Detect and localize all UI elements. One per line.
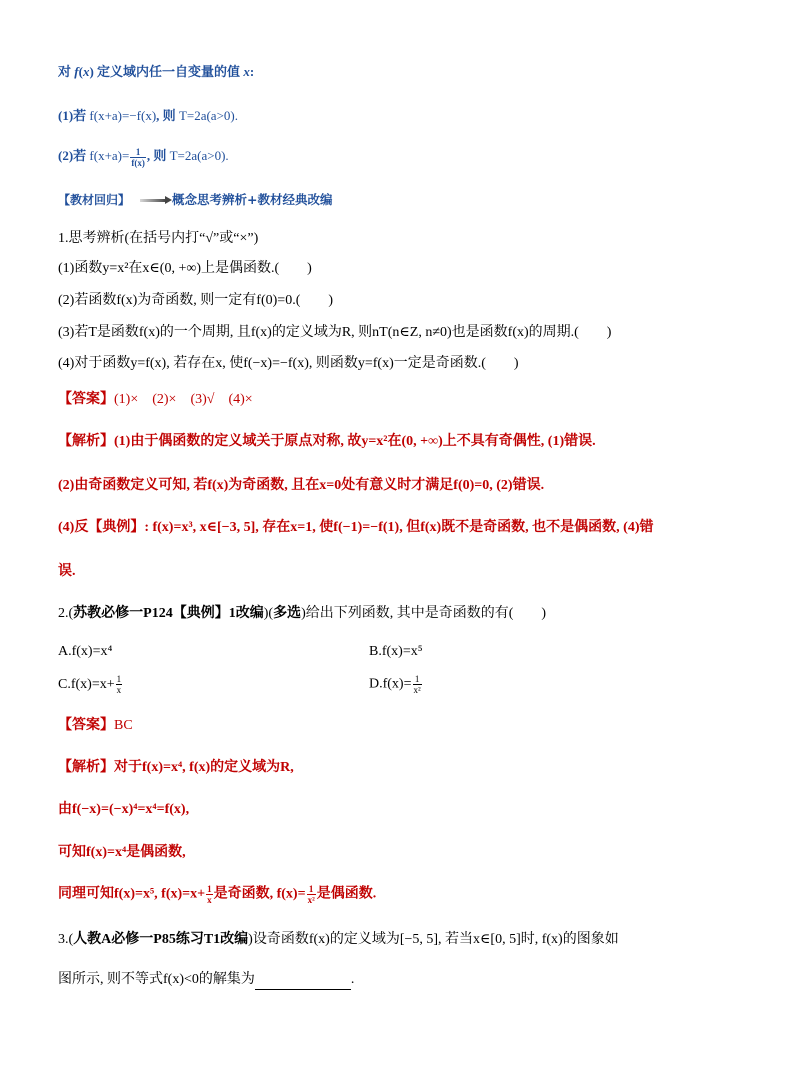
- heading-x: x: [82, 64, 90, 79]
- q1-item-3: (3)若T是函数f(x)的一个周期, 且f(x)的定义域为R, 则nT(n∈Z, n≠0)也是函数f(x)的周期.( ): [58, 325, 612, 340]
- heading-fx: f: [74, 64, 79, 79]
- q3-source: 人教A必修一P85练习T1改编: [73, 932, 249, 947]
- q2-option-b: B.f(x)=x⁵: [369, 644, 423, 659]
- q2-title: [58, 604, 546, 624]
- q2-answer-value: BC: [114, 718, 133, 733]
- q2-title-mid: )(: [263, 606, 274, 621]
- q1-answer-label: 【答案】: [58, 392, 114, 407]
- rule2-pre: (2)若: [58, 148, 87, 163]
- rule2-result: T=2a(a>0).: [169, 148, 229, 163]
- q2-option-c-num: 1: [116, 674, 122, 684]
- q2-option-c-fraction: [116, 674, 123, 695]
- q2-option-c-den: x: [116, 685, 122, 695]
- q1-analysis-2: (2)由奇函数定义可知, 若f(x)为奇函数, 且在x=0处有意义时才满足f(0)=0, (2)错误.: [58, 478, 545, 493]
- q2-title-source: 苏教必修一P124【典例】1改编: [73, 606, 264, 621]
- q2-option-d-pre: D.f(x)=: [369, 676, 412, 692]
- q2-options-row-1: [58, 642, 738, 662]
- q2-answer: [58, 716, 133, 736]
- q1-item-1: (1)函数y=x²在x∈(0, +∞)上是偶函数.( ): [58, 261, 312, 276]
- q1-analysis-3: (4)反【典例】: f(x)=x³, x∈[−3, 5], 存在x=1, 使f(−1)=−f(1), 但f(x)既不是奇函数, 也不是偶函数, (4)错: [58, 520, 654, 535]
- rule1-pre: (1)若: [58, 108, 87, 123]
- q1-analysis-text-1: (1)由于偶函数的定义域关于原点对称, 故y=x²在(0, +∞)上不具有奇偶性, (1)错误.: [114, 434, 596, 449]
- q2-option-c-pre: C.f(x)=x+: [58, 676, 115, 692]
- q3-line-2: [58, 970, 354, 990]
- q2-a4-num-1: 1: [207, 884, 212, 894]
- heading-var: x: [243, 64, 250, 79]
- q2-analysis-3: 可知f(x)=x⁴是偶函数,: [58, 845, 186, 860]
- q2-option-d-num: 1: [413, 674, 422, 685]
- q1-item-4: (4)对于函数y=f(x), 若存在x, 使f(−x)=−f(x), 则函数y=f(x)一定是奇函数.( ): [58, 356, 519, 371]
- section-tag: 【教材回归】: [58, 193, 131, 207]
- q2-title-post: )给出下列函数, 其中是奇函数的有( ): [301, 606, 547, 621]
- rule2-fraction: [130, 147, 146, 168]
- section-subtitle: 概念思考辨析+教材经典改编: [172, 192, 333, 207]
- q2-a4-den-2: x²: [307, 895, 315, 905]
- q3-line-2-end: .: [350, 972, 355, 987]
- rule-2: [58, 146, 229, 168]
- rule1-cond: f(x+a)=−f(x): [89, 108, 157, 123]
- q1-item-2: (2)若函数f(x)为奇函数, 则一定有f(0)=0.( ): [58, 293, 334, 308]
- q1-analysis-1: [58, 432, 596, 452]
- q2-option-a: A.f(x)=x⁴: [58, 644, 113, 659]
- q3-post: )设奇函数f(x)的定义域为[−5, 5], 若当x∈[0, 5]时, f(x)的图象如: [248, 932, 619, 947]
- q1-analysis-3b: 误.: [58, 564, 76, 579]
- answer-blank[interactable]: [255, 975, 351, 990]
- rule2-den: f(x): [131, 157, 145, 168]
- rule2-then: , 则: [146, 148, 167, 163]
- q2-option-c: [58, 674, 123, 695]
- q2-analysis-2: 由f(−x)=(−x)⁴=x⁴=f(x),: [58, 802, 190, 817]
- intro-heading: [58, 62, 254, 82]
- q1-analysis-label: 【解析】: [58, 434, 114, 449]
- q2-option-d: [369, 674, 423, 695]
- heading-colon: :: [249, 64, 255, 79]
- section-header: [58, 190, 333, 211]
- q2-a4-den-1: x: [207, 895, 212, 905]
- q3-line-1: [58, 930, 619, 950]
- q2-title-multi: 多选: [273, 606, 302, 621]
- q1-answer: [58, 390, 253, 410]
- q3-pre: 3.(: [58, 932, 74, 947]
- q2-a4-pre: 同理可知f(x)=x⁵, f(x)=x+: [58, 886, 206, 902]
- q2-analysis-4: [58, 884, 376, 905]
- rule2-cond: f(x+a)=: [89, 148, 130, 163]
- q2-title-pre: 2.(: [58, 606, 74, 621]
- q2-a4-num-2: 1: [307, 884, 316, 895]
- q2-analysis-1: [58, 758, 294, 778]
- heading-paren-close: ): [89, 64, 94, 79]
- q2-analysis-text-1: 对于f(x)=x⁴, f(x)的定义域为R,: [114, 760, 294, 775]
- rule-1: [58, 106, 238, 126]
- q1-title: 1.思考辨析(在括号内打“√”或“×”): [58, 231, 259, 246]
- q2-a4-mid: 是奇函数, f(x)=: [213, 886, 306, 902]
- q3-line-2-text: 图所示, 则不等式f(x)<0的解集为: [58, 972, 255, 987]
- heading-mid: 定义域内任一自变量的值: [97, 64, 241, 79]
- heading-paren: (: [78, 64, 83, 79]
- rule1-then: , 则: [156, 108, 176, 123]
- q2-options-row-2: [58, 674, 738, 695]
- q2-a4-fraction-1: [206, 884, 213, 905]
- q2-analysis-label: 【解析】: [58, 760, 114, 775]
- q2-a4-post: 是偶函数.: [316, 886, 377, 902]
- rule2-num: 1: [130, 147, 146, 158]
- rule1-result: T=2a(a>0).: [178, 108, 238, 123]
- q2-answer-label: 【答案】: [58, 718, 114, 733]
- arrow-right-icon: [140, 199, 166, 202]
- q2-option-d-den: x²: [413, 685, 421, 695]
- heading-pre: 对: [58, 64, 72, 79]
- q2-a4-fraction-2: [307, 884, 316, 905]
- q2-option-d-fraction: [413, 674, 422, 695]
- q1-answer-value: (1)× (2)× (3)√ (4)×: [114, 392, 253, 407]
